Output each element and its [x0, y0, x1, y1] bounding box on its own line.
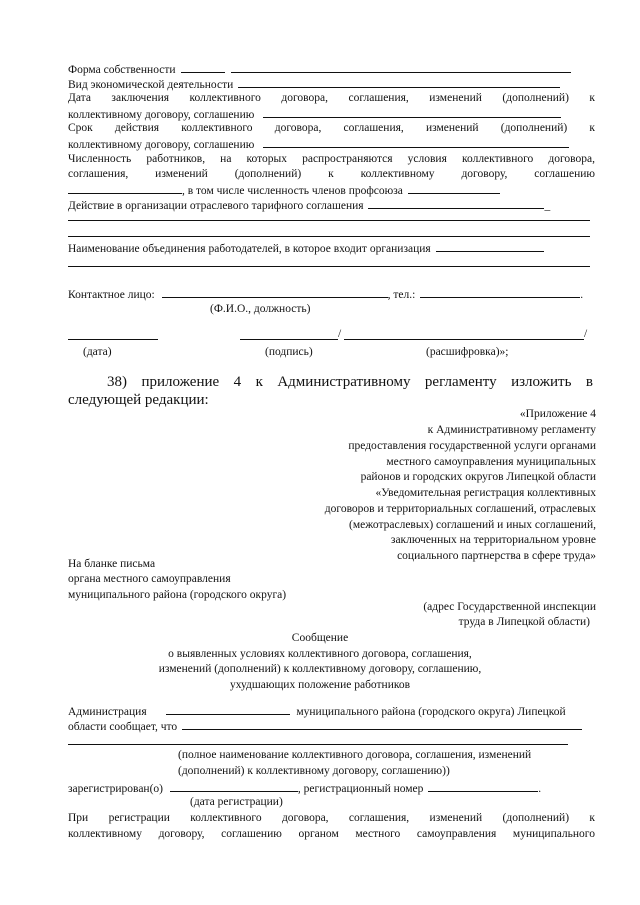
- conclusion-date-line-2: [68, 106, 561, 122]
- appendix-header-line: социального партнерства в сфере труда»: [397, 550, 596, 562]
- appendix-header-line: договоров и территориальных соглашений, отраслевых: [324, 503, 596, 515]
- administration-blank: [166, 703, 290, 715]
- conclusion-date-blank: [263, 106, 561, 118]
- administration-district-label: муниципального района (городского округа) Липецкой: [296, 706, 566, 718]
- headcount-union-label: , в том числе численность членов профсоюза: [182, 185, 403, 197]
- signature-rule: [240, 339, 338, 340]
- contact-person-blank: [162, 286, 388, 298]
- appendix-header-line: к Административному регламенту: [427, 424, 596, 436]
- tariff-agreement-field: Действие в организации отраслевого тарифного соглашения _: [68, 197, 550, 213]
- final-paragraph-line-1: При регистрации коллективного договора, соглашения, изменений (дополнений) к: [68, 812, 595, 824]
- administration-label: Администрация: [68, 706, 147, 718]
- validity-line-2: [68, 136, 569, 152]
- message-subtitle-line: изменений (дополнений) к коллективному договору, соглашению,: [158, 663, 482, 675]
- registration-date-blank: [170, 780, 298, 792]
- amendment-line-1: 38) приложение 4 к Административному регламенту изложить в: [107, 374, 593, 390]
- ownership-label: Форма собственности: [68, 64, 176, 76]
- employers-association-label: Наименование объединения работодателей, в которое входит организация: [68, 243, 431, 255]
- letterhead-line: органа местного самоуправления: [68, 573, 231, 585]
- employers-rule: [68, 266, 590, 267]
- appendix-header-line: «Приложение 4: [519, 408, 596, 420]
- headcount-line-1: Численность работников, на которых распространяются условия коллективного договора,: [68, 153, 595, 165]
- fullname-caption-line-2: (дополнений) к коллективному договору, соглашению)): [178, 765, 450, 777]
- transcript-rule: [344, 339, 584, 340]
- letterhead-line: муниципального района (городского округа): [68, 589, 287, 601]
- tariff-rule-1: [68, 220, 590, 221]
- message-subtitle-line: о выявленных условиях коллективного договора, соглашения,: [168, 648, 472, 660]
- appendix-header-line: (межотраслевых) соглашений и иных соглашений,: [349, 519, 596, 531]
- registered-label: зарегистрирован(о): [68, 783, 163, 795]
- headcount-blank: [68, 182, 182, 194]
- validity-blank: [263, 136, 569, 148]
- addressee-line: труда в Липецкой области): [458, 616, 590, 628]
- conclusion-date-line-1: Дата заключения коллективного договора, соглашения, изменений (дополнений) к: [68, 92, 595, 104]
- addressee-line: (адрес Государственной инспекции: [423, 601, 596, 613]
- employers-association-blank: [436, 240, 544, 252]
- reg-number-blank: [428, 780, 538, 792]
- employers-association-field: [68, 240, 544, 256]
- validity-label: коллективному договору, соглашению: [68, 139, 255, 151]
- administration-reports-line: [68, 718, 582, 734]
- appendix-header-line: предоставления государственной услуги органами: [348, 440, 596, 452]
- reg-number-label: , регистрационный номер: [297, 783, 424, 795]
- activity-blank: [238, 76, 560, 88]
- administration-line: [68, 703, 566, 719]
- ownership-field: [68, 61, 571, 77]
- registration-line: зарегистрирован(о) , регистрационный номер .: [68, 780, 541, 796]
- headcount-line-3: [68, 182, 500, 198]
- fullname-caption-line-1: (полное наименование коллективного договора, соглашения, изменений: [178, 749, 532, 761]
- validity-line-1: Срок действия коллективного договора, соглашения, изменений (дополнений) к: [68, 122, 595, 134]
- date-caption: (дата): [83, 346, 112, 358]
- conclusion-date-label: коллективному договору, соглашению: [68, 109, 255, 121]
- tariff-agreement-blank: [368, 197, 544, 209]
- appendix-header-line: заключенных на территориальном уровне: [390, 534, 596, 546]
- fio-position-caption: (Ф.И.О., должность): [210, 303, 311, 315]
- contact-person-label: Контактное лицо:: [68, 289, 155, 301]
- agreement-name-rule: [68, 744, 568, 745]
- ownership-blank-short: [181, 61, 225, 73]
- phone-blank: [420, 286, 580, 298]
- phone-label: , тел.:: [387, 289, 416, 301]
- tariff-agreement-label: Действие в организации отраслевого тарифного соглашения: [68, 200, 364, 212]
- agreement-name-blank: [182, 718, 582, 730]
- ownership-blank-long: [231, 61, 571, 73]
- amendment-line-2: следующей редакции:: [68, 392, 209, 408]
- date-signature-rule: [68, 339, 158, 340]
- activity-label: Вид экономической деятельности: [68, 79, 234, 91]
- contact-person-field: Контактное лицо: , тел.: .: [68, 286, 583, 302]
- transcript-slash: /: [584, 328, 588, 340]
- activity-field: [68, 76, 560, 92]
- message-subtitle-line: ухудшающих положение работников: [229, 679, 411, 691]
- headcount-line-2: соглашения, изменений (дополнений) к коллективному договору, соглашению: [68, 168, 595, 180]
- appendix-header-line: «Уведомительная регистрация коллективных: [375, 487, 596, 499]
- administration-reports-label: области сообщает, что: [68, 721, 178, 733]
- appendix-header-line: районов и городских округов Липецкой области: [360, 471, 596, 483]
- transcript-caption: (расшифровка)»;: [426, 346, 509, 358]
- message-title: Сообщение: [291, 632, 349, 644]
- union-members-blank: [408, 182, 500, 194]
- final-paragraph-line-2: коллективному договору, соглашению органом местного самоуправления муниципального: [68, 828, 595, 840]
- signature-slash: /: [338, 328, 342, 340]
- letterhead-line: На бланке письма: [68, 558, 156, 570]
- tariff-rule-2: [68, 236, 590, 237]
- signature-caption: (подпись): [265, 346, 313, 358]
- reg-date-caption: (дата регистрации): [190, 796, 283, 808]
- appendix-header-line: местного самоуправления муниципальных: [386, 456, 596, 468]
